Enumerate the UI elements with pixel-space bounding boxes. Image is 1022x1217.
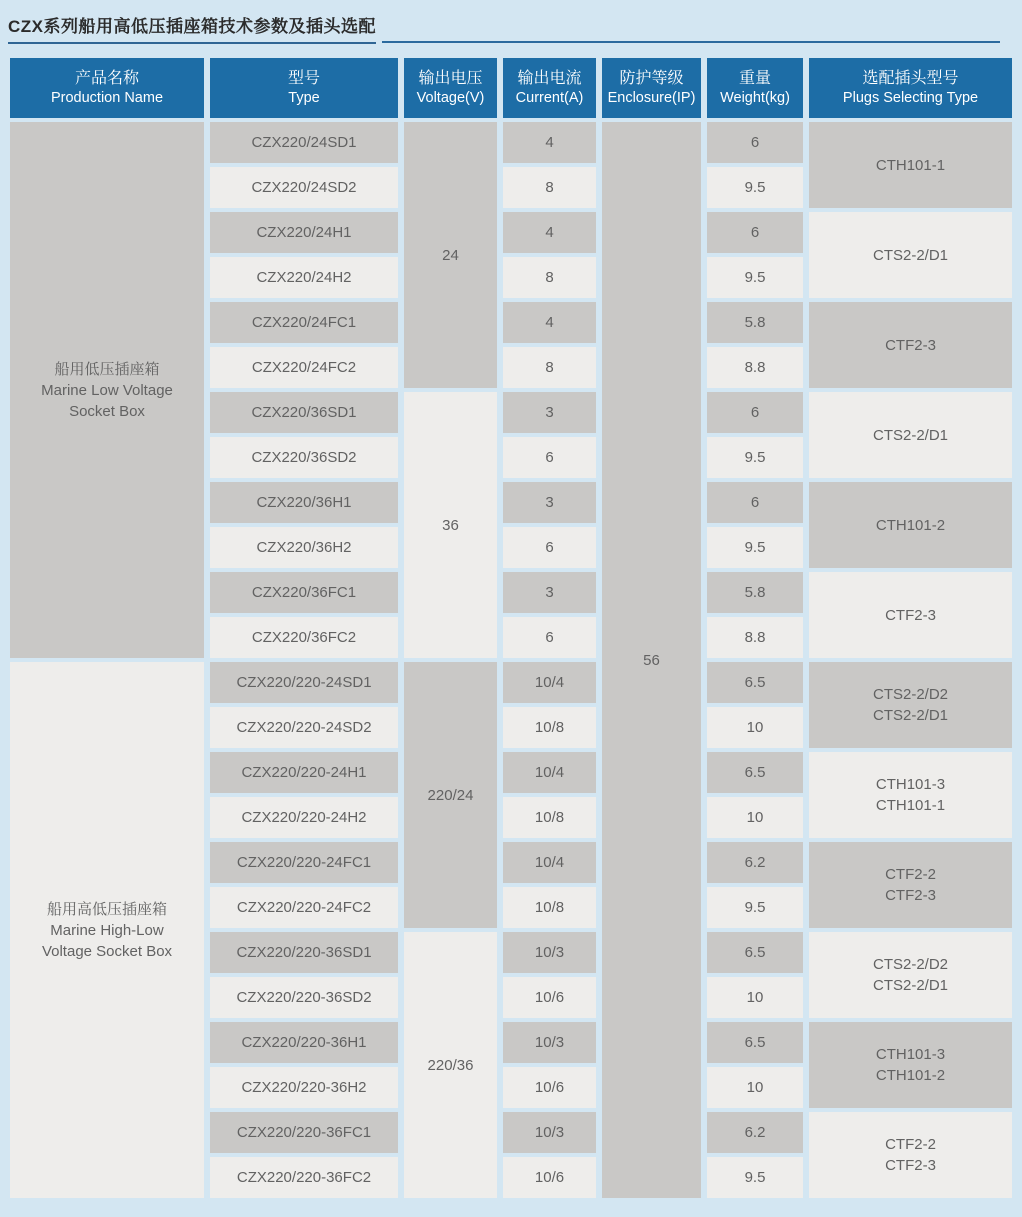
cell-line: CTF2-3 [885,336,936,354]
column-header-weight [707,58,803,118]
cell-line: 10/6 [534,1079,565,1096]
current-cell [503,1022,596,1063]
current-cell [503,302,596,343]
cell-line: 8.8 [744,359,766,376]
cell-line: 10 [746,989,764,1006]
header-label-zh: 重量 [738,70,771,87]
cell-line: CTS2-2/D1 [872,246,949,264]
cell-line: CZX220/220-24H1 [241,764,367,781]
type-cell [210,662,398,703]
cell-line: 6 [545,629,554,646]
weight-cell [707,302,803,343]
cell-line: 6.5 [744,764,766,781]
cell-line: CZX220/220-24SD1 [236,674,372,691]
cell-line: CZX220/24FC2 [251,359,357,376]
current-cell [503,977,596,1018]
plug-selecting-cell [809,1112,1012,1198]
header-label-en: Production Name [50,90,164,106]
current-cell [503,392,596,433]
cell-line: 10/8 [534,719,565,736]
header-label-en: Plugs Selecting Type [842,90,979,106]
cell-line: CZX220/24H2 [256,269,352,286]
column-header-plugs [809,58,1012,118]
cell-line: 10/3 [534,1124,565,1141]
type-cell [210,1067,398,1108]
type-cell [210,527,398,568]
current-cell [503,1112,596,1153]
cell-line: CZX220/36SD2 [251,449,357,466]
cell-line: 10/3 [534,1034,565,1051]
weight-cell [707,842,803,883]
cell-line: Socket Box [69,402,145,420]
current-cell [503,842,596,883]
title-row [8,12,1000,44]
header-label-en: Weight(kg) [720,90,790,106]
cell-line: CZX220/24FC1 [251,314,357,331]
cell-line: CTS2-2/D1 [872,426,949,444]
cell-line: 3 [545,494,554,511]
type-cell [210,482,398,523]
type-cell [210,257,398,298]
cell-line: CTH101-3 [875,1046,946,1063]
voltage-cell [404,662,497,928]
weight-cell [707,1067,803,1108]
header-label-en: Voltage(V) [416,90,485,106]
current-cell [503,167,596,208]
header-label-en: Type [288,90,320,106]
cell-line: 6 [750,494,760,511]
weight-cell [707,932,803,973]
type-cell [210,797,398,838]
type-cell [210,1022,398,1063]
cell-line: CZX220/36H1 [256,494,352,511]
type-cell [210,932,398,973]
cell-line: 6.5 [744,944,766,961]
header-label-zh: 输出电流 [517,70,582,87]
cell-line: 220/36 [427,1056,474,1074]
plug-selecting-cell [809,662,1012,748]
cell-line: CZX220/220-24FC1 [236,854,372,871]
cell-line: 船用低压插座箱 [54,360,160,378]
cell-line: 10/4 [534,764,565,781]
spec-table-header [10,58,1012,118]
title-underline-rule [382,41,1000,43]
cell-line: 10/4 [534,674,565,691]
type-cell [210,392,398,433]
current-cell [503,932,596,973]
page-title: CZX系列船用高低压插座箱技术参数及插头选配 [8,12,376,44]
plug-selecting-cell [809,302,1012,388]
current-cell [503,572,596,613]
type-cell [210,977,398,1018]
cell-line: CTF2-2 [885,1136,936,1153]
cell-line: CTF2-3 [885,606,936,624]
plug-selecting-cell [809,752,1012,838]
column-header-voltage [404,58,497,118]
plug-selecting-cell [809,212,1012,298]
weight-cell [707,167,803,208]
cell-line: 10/8 [534,809,565,826]
current-cell [503,887,596,928]
cell-line: CZX220/220-24H2 [241,809,367,826]
cell-line: 9.5 [744,899,766,916]
cell-line: 4 [545,314,554,331]
plug-selecting-cell [809,122,1012,208]
weight-cell [707,977,803,1018]
cell-line: 4 [545,134,554,151]
weight-cell [707,617,803,658]
type-cell [210,167,398,208]
cell-line: 24 [442,246,459,264]
cell-line: 6.5 [744,1034,766,1051]
current-cell [503,752,596,793]
type-cell [210,617,398,658]
product-name-cell [10,122,204,658]
cell-line: Marine Low Voltage [41,381,173,399]
cell-line: 10/4 [534,854,565,871]
cell-line: 8 [545,359,554,376]
weight-cell [707,257,803,298]
cell-line: CTH101-1 [875,156,946,174]
cell-line: 5.8 [744,314,766,331]
cell-line: 10/6 [534,989,565,1006]
cell-line: CTS2-2/D1 [872,977,949,994]
type-cell [210,437,398,478]
header-label-en: Enclosure(IP) [607,90,696,106]
weight-cell [707,1112,803,1153]
type-cell [210,752,398,793]
weight-cell [707,212,803,253]
type-cell [210,887,398,928]
current-cell [503,212,596,253]
weight-cell [707,1022,803,1063]
column-header-production-name [10,58,204,118]
cell-line: Voltage Socket Box [41,942,173,960]
cell-line: 9.5 [744,179,766,196]
voltage-cell [404,392,497,658]
cell-line: 6 [750,404,760,421]
cell-line: 3 [545,584,554,601]
cell-line: CZX220/24H1 [256,224,352,241]
column-header-current [503,58,596,118]
voltage-cell [404,122,497,388]
plug-selecting-cell [809,932,1012,1018]
product-name-cell [10,662,204,1198]
cell-line: CTF2-2 [885,866,936,883]
cell-line: CZX220/24SD2 [251,179,357,196]
cell-line: 9.5 [744,449,766,466]
voltage-cell [404,932,497,1198]
header-label-en: Current(A) [515,90,584,106]
spec-table-body [10,122,1012,1198]
cell-line: 10 [746,809,764,826]
header-row [10,58,1012,118]
cell-line: CZX220/24SD1 [251,134,357,151]
cell-line: 6 [545,449,554,466]
type-cell [210,212,398,253]
cell-line: 5.8 [744,584,766,601]
cell-line: 6.2 [744,1124,766,1141]
cell-line: Marine High-Low [50,921,164,939]
spec-table [4,54,1018,1202]
plug-selecting-cell [809,1022,1012,1108]
cell-line: CTS2-2/D2 [872,956,949,973]
type-cell [210,347,398,388]
type-cell [210,707,398,748]
header-label-zh: 输出电压 [418,70,483,87]
cell-line: CTF2-3 [885,887,936,904]
header-label-zh: 产品名称 [74,70,139,87]
cell-line: 9.5 [744,539,766,556]
cell-line: 6.2 [744,854,766,871]
cell-line: CZX220/220-24SD2 [236,719,372,736]
cell-line: CZX220/220-36FC2 [236,1169,372,1186]
plug-selecting-cell [809,482,1012,568]
cell-line: CZX220/36H2 [256,539,352,556]
cell-line: 220/24 [427,786,474,804]
table-row [10,122,1012,163]
cell-line: CTH101-3 [875,776,946,793]
cell-line: 6 [750,224,760,241]
current-cell [503,347,596,388]
cell-line: CZX220/220-36SD1 [236,944,372,961]
cell-line: 10/8 [534,899,565,916]
header-label-zh: 型号 [287,70,320,87]
current-cell [503,662,596,703]
current-cell [503,482,596,523]
current-cell [503,437,596,478]
weight-cell [707,392,803,433]
cell-line: CTH101-1 [875,797,946,814]
cell-line: 10/6 [534,1169,565,1186]
type-cell [210,1157,398,1198]
cell-line: 10 [746,1079,764,1096]
type-cell [210,572,398,613]
type-cell [210,122,398,163]
table-row [10,662,1012,703]
cell-line: CTS2-2/D1 [872,707,949,724]
type-cell [210,302,398,343]
header-label-zh: 防护等级 [619,70,684,87]
cell-line: CZX220/36SD1 [251,404,357,421]
cell-line: CZX220/220-24FC2 [236,899,372,916]
weight-cell [707,1157,803,1198]
cell-line: 4 [545,224,554,241]
plug-selecting-cell [809,572,1012,658]
plug-selecting-cell [809,392,1012,478]
cell-line: 8 [545,179,554,196]
weight-cell [707,662,803,703]
plug-selecting-cell [809,842,1012,928]
cell-line: CZX220/36FC2 [251,629,357,646]
cell-line: 56 [643,651,660,669]
weight-cell [707,752,803,793]
weight-cell [707,527,803,568]
weight-cell [707,707,803,748]
weight-cell [707,122,803,163]
weight-cell [707,887,803,928]
cell-line: 6 [750,134,760,151]
type-cell [210,1112,398,1153]
cell-line: 6 [545,539,554,556]
cell-line: CZX220/36FC1 [251,584,357,601]
column-header-enclosure [602,58,701,118]
type-cell [210,842,398,883]
weight-cell [707,572,803,613]
weight-cell [707,482,803,523]
cell-line: CZX220/220-36H1 [241,1034,367,1051]
cell-line: 8.8 [744,629,766,646]
cell-line: CZX220/220-36FC1 [236,1124,372,1141]
column-header-type [210,58,398,118]
current-cell [503,617,596,658]
enclosure-ip-cell [602,122,701,1198]
current-cell [503,122,596,163]
current-cell [503,1157,596,1198]
cell-line: 8 [545,269,554,286]
current-cell [503,527,596,568]
cell-line: CTF2-3 [885,1157,936,1174]
cell-line: 36 [442,516,459,534]
weight-cell [707,437,803,478]
cell-line: CTH101-2 [875,516,946,534]
cell-line: CTS2-2/D2 [872,686,949,703]
weight-cell [707,347,803,388]
header-label-zh: 选配插头型号 [862,70,959,87]
cell-line: CTH101-2 [875,1067,946,1084]
cell-line: 10/3 [534,944,565,961]
current-cell [503,797,596,838]
cell-line: 3 [545,404,554,421]
cell-line: 船用高低压插座箱 [46,900,167,918]
cell-line: 10 [746,719,764,736]
cell-line: 9.5 [744,1169,766,1186]
current-cell [503,1067,596,1108]
cell-line: 6.5 [744,674,766,691]
cell-line: CZX220/220-36SD2 [236,989,372,1006]
cell-line: CZX220/220-36H2 [241,1079,367,1096]
current-cell [503,257,596,298]
weight-cell [707,797,803,838]
cell-line: 9.5 [744,269,766,286]
current-cell [503,707,596,748]
